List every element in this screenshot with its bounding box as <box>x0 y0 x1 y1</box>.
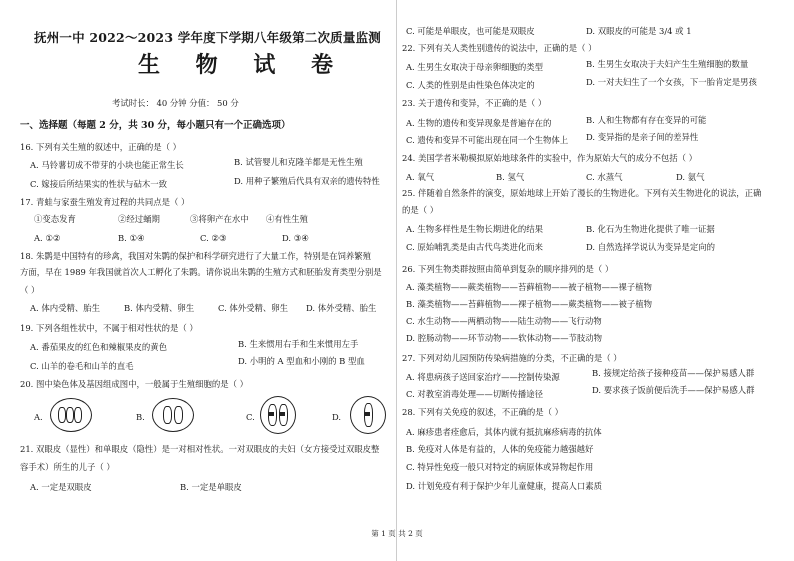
q25-option-d: D. 自然选择学说认为变异是定向的 <box>586 242 715 252</box>
q22-option-d: D. 一对夫妇生了一个女孩，下一胎肯定是男孩 <box>586 77 757 87</box>
question-25-line1: 25. 伴随着自然条件的演变，原始地球上开始了漫长的生物进化。下列有关生物进化的说法，正确 <box>402 188 762 198</box>
chromosome-icon <box>66 407 74 423</box>
page-footer: 第 1 页 共 2 页 <box>371 529 423 538</box>
cell-diagram-a <box>50 398 92 432</box>
q23-option-d: D. 变异指的是亲子间的差异性 <box>586 132 699 142</box>
q24-option-a: A. 氧气 <box>406 172 435 182</box>
q19-option-a: A. 番茄果皮的红色和辣椒果皮的黄色 <box>30 342 167 352</box>
q25-option-b: B. 化石为生物进化提供了唯一证据 <box>586 224 715 234</box>
question-17: 17. 青蛙与家蚕生殖发育过程的共同点是（ ） <box>20 197 190 207</box>
q22-option-c: C. 人类的性别是由性染色体决定的 <box>406 80 535 90</box>
q19-option-c: C. 山羊的卷毛和山羊的直毛 <box>30 361 134 371</box>
chromosome-icon <box>58 407 66 423</box>
chromosome-icon <box>74 407 82 423</box>
exam-title: 抚州一中 2022～2023 学年度下学期八年级第二次质量监测 <box>34 30 381 45</box>
q24-option-b: B. 氢气 <box>496 172 525 182</box>
q20-option-b-label: B. <box>136 412 145 422</box>
q17-item-1: ①变态发育 <box>34 214 76 224</box>
question-18-line3: （ ） <box>20 285 40 295</box>
question-20: 20. 图中染色体及基因组成图中，一般属于生殖细胞的是（ ） <box>20 379 249 389</box>
section-heading: 一、选择题（每题 2 分，共 30 分，每小题只有一个正确选项） <box>20 120 291 131</box>
q20-option-c-label: C. <box>246 412 255 422</box>
q16-option-c: C. 嫁接后所结果实的性状与砧木一致 <box>30 179 168 189</box>
q22-option-a: A. 生男生女取决于母亲卵细胞的类型 <box>406 62 543 72</box>
q17-option-c: C. ②③ <box>200 233 227 243</box>
question-21-line2: 容手术）所生的儿子（ ） <box>20 462 115 472</box>
q20-option-a-label: A. <box>34 412 43 422</box>
question-18-line1: 18. 朱鹮是中国特有的珍禽，我国对朱鹮的保护和科学研究进行了大量工作，特别是在饲养繁殖 <box>20 251 371 261</box>
q22-option-b: B. 生男生女取决于夫妇产生生殖细胞的数量 <box>586 59 749 69</box>
q25-option-a: A. 生物多样性是生物长期进化的结果 <box>406 224 543 234</box>
q23-option-b: B. 人和生物都有存在变异的可能 <box>586 115 707 125</box>
q17-option-b: B. ①④ <box>118 233 145 243</box>
q18-option-d: D. 体外受精、胎生 <box>306 303 377 313</box>
q27-option-a: A. 将患病孩子送回家治疗——控制传染源 <box>406 372 560 382</box>
q26-option-c: C. 水生动物——两栖动物——陆生动物——飞行动物 <box>406 316 602 326</box>
question-27: 27. 下列对幼儿园预防传染病措施的分类，不正确的是（ ） <box>402 353 622 363</box>
question-16: 16. 下列有关生殖的叙述中，正确的是（ ） <box>20 142 182 152</box>
q24-option-c: C. 水蒸气 <box>586 172 623 182</box>
subject-title: 生 物 试 卷 <box>138 52 347 78</box>
cell-diagram-c <box>260 396 296 434</box>
column-divider <box>396 0 397 561</box>
question-22: 22. 下列有关人类性别遗传的说法中，正确的是（ ） <box>402 43 597 53</box>
q17-item-3: ③将卵产在水中 <box>190 214 249 224</box>
gene-band-icon <box>365 412 370 416</box>
q17-item-2: ②经过蛹期 <box>118 214 160 224</box>
q26-option-b: B. 藻类植物——苔藓植物——裸子植物——蕨类植物——被子植物 <box>406 299 652 309</box>
q18-option-a: A. 体内受精、胎生 <box>30 303 100 313</box>
q27-option-d: D. 要求孩子饭前便后洗手——保护易感人群 <box>592 385 755 395</box>
question-19: 19. 下列各组性状中，不属于相对性状的是（ ） <box>20 323 198 333</box>
cell-diagram-d <box>350 396 386 434</box>
cell-diagram-b <box>152 398 194 432</box>
q16-option-a: A. 马铃薯切成不带芽的小块也能正常生长 <box>30 160 184 170</box>
question-28: 28. 下列有关免疫的叙述，不正确的是（ ） <box>402 407 564 417</box>
q24-option-d: D. 氨气 <box>676 172 705 182</box>
chromosome-icon <box>163 406 172 424</box>
q27-option-c: C. 对教室消毒处理——切断传播途径 <box>406 389 544 399</box>
q21-option-c: C. 可能是单眼皮，也可能是双眼皮 <box>406 26 535 36</box>
question-25-line2: 的是（ ） <box>402 205 439 215</box>
exam-meta: 考试时长： 40 分钟 分值： 50 分 <box>112 98 239 108</box>
gene-band-icon <box>269 412 274 416</box>
q21-option-d: D. 双眼皮的可能是 3/4 或 1 <box>586 26 692 36</box>
question-18-line2: 方面，早在 1989 年我国就首次人工孵化了朱鹮。请你说出朱鹮的生殖方式和胚胎发育类型分别是 <box>20 267 382 277</box>
q17-item-4: ④有性生殖 <box>266 214 308 224</box>
q21-option-b: B. 一定是单眼皮 <box>180 482 242 492</box>
q19-option-b: B. 生来惯用右手和生来惯用左手 <box>238 339 359 349</box>
q26-option-d: D. 腔肠动物——环节动物——软体动物——节肢动物 <box>406 333 602 343</box>
q16-option-b: B. 试管婴儿和克隆羊都是无性生殖 <box>234 157 363 167</box>
question-24: 24. 美国学者米勒模拟原始地球条件的实验中，作为原始大气的成分不包括（ ） <box>402 153 698 163</box>
q28-option-a: A. 麻疹患者痊愈后，其体内就有抵抗麻疹病毒的抗体 <box>406 427 602 437</box>
q21-option-a: A. 一定是双眼皮 <box>30 482 92 492</box>
q23-option-c: C. 遗传和变异不可能出现在同一个生物体上 <box>406 135 569 145</box>
q20-option-d-label: D. <box>332 412 342 422</box>
q27-option-b: B. 接规定给孩子接种疫苗——保护易感人群 <box>592 368 755 378</box>
q19-option-d: D. 小明的 A 型血和小刚的 B 型血 <box>238 356 365 366</box>
question-23: 23. 关于遗传和变异，不正确的是（ ） <box>402 98 547 108</box>
q28-option-d: D. 计划免疫有利于保护少年儿童健康，提高人口素质 <box>406 481 602 491</box>
q18-option-b: B. 体内受精、卵生 <box>124 303 195 313</box>
q17-option-a: A. ①② <box>34 233 61 243</box>
question-21-line1: 21. 双眼皮（显性）和单眼皮（隐性）是一对相对性状。一对双眼皮的夫妇（女方接受过双眼皮整 <box>20 444 380 454</box>
gene-band-icon <box>280 412 285 416</box>
q28-option-b: B. 免疫对人体是有益的，人体的免疫能力越强越好 <box>406 444 594 454</box>
q28-option-c: C. 特异性免疫一般只对特定的病原体或异物起作用 <box>406 462 594 472</box>
chromosome-icon <box>174 406 183 424</box>
q25-option-c: C. 原始哺乳类是由古代鸟类进化而来 <box>406 242 544 252</box>
q23-option-a: A. 生物的遗传和变异现象是普遍存在的 <box>406 118 552 128</box>
q26-option-a: A. 藻类植物——蕨类植物——苔藓植物——被子植物——裸子植物 <box>406 282 652 292</box>
question-26: 26. 下列生物类群按照由简单到复杂的顺序排列的是（ ） <box>402 264 614 274</box>
q16-option-d: D. 用种子繁殖后代具有双亲的遗传特性 <box>234 176 380 186</box>
q18-option-c: C. 体外受精、卵生 <box>218 303 289 313</box>
q17-option-d: D. ③④ <box>282 233 309 243</box>
